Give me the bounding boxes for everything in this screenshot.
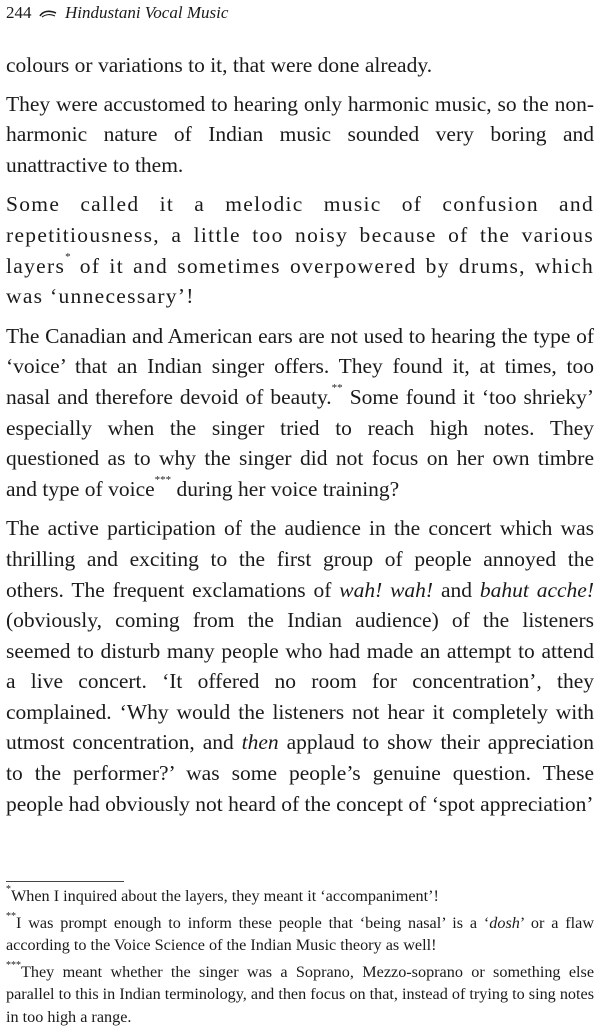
paragraph-text: The active participation of the audience in the concert which was thrilling and exciting to the first group of people annoyed the others. The frequent exclamations of <box>6 516 594 602</box>
paragraph <box>6 513 594 819</box>
paragraph-text: applaud to show their appreciation to the performer?’ was some people’s genuine question. These people had obviously not heard of the concept of ‘spot appreciation’ <box>6 730 594 816</box>
running-header <box>6 2 228 24</box>
paragraph-text: (obviously, coming from the Indian audience) of the listeners seemed to disturb many people who had made an attempt to attend a live concert. ‘It offered no room for concentration’, they complained. ‘Why would the listeners not hear it completely with utmost concentration, and <box>6 608 594 755</box>
paragraph-text: of it and sometimes overpowered by drums, which was ‘unnecessary’! <box>6 253 594 309</box>
footnote <box>6 961 594 1029</box>
paragraph <box>6 89 594 181</box>
footnote-marker: * <box>6 884 11 895</box>
paragraph-text: during her voice training? <box>171 476 400 501</box>
paragraph-text: and <box>433 577 480 602</box>
footnote-text: When I inquired about the layers, they meant it ‘accompaniment’! <box>11 887 439 905</box>
footnote-text: ’ or a flaw according to the Voice Science of the Indian Music theory as well! <box>6 913 595 955</box>
paragraph <box>6 50 594 81</box>
emphasis-text: bahut acche! <box>479 577 594 602</box>
footnote-text: I was prompt enough to inform these people that ‘being nasal’ is a ‘ <box>16 913 490 932</box>
footnote-marker: ** <box>6 910 16 922</box>
paragraph-text: Some found it ‘too shrieky’ especially when the singer tried to reach high notes. They questioned as to why the singer did not focus on her own timbre and type of voice <box>6 384 594 501</box>
emphasis-text: dosh <box>489 913 520 932</box>
footnote <box>6 912 594 957</box>
paragraph-text: The Canadian and American ears are not used to hearing the type of ‘voice’ that an Indian singer offers. They found it, at times, too nasal and therefore devoid of beauty. <box>6 323 594 409</box>
ornament-icon <box>39 9 57 19</box>
page-number: 244 <box>6 3 32 22</box>
footnotes <box>6 885 594 1033</box>
paragraph <box>6 189 594 311</box>
footnote-divider <box>6 881 124 882</box>
book-title: Hindustani Vocal Music <box>65 3 229 22</box>
footnote-marker: *** <box>6 959 21 971</box>
main-text <box>6 50 594 828</box>
paragraph-text: Some called it a melodic music of confusion and repetitiousness, a little too noisy because of the various layers <box>6 192 594 278</box>
paragraph <box>6 321 594 505</box>
emphasis-text: then <box>241 730 279 755</box>
footnote-mark: ** <box>331 381 343 394</box>
paragraph-text: colours or variations to it, that were done already. <box>6 53 433 77</box>
emphasis-text: wah! wah! <box>339 577 434 602</box>
footnote-mark: * <box>65 250 71 263</box>
footnote <box>6 885 594 908</box>
paragraph-text: They were accustomed to hearing only harmonic music, so the non-harmonic nature of Indian music sounded very boring and unattractive to them. <box>6 91 594 177</box>
footnote-text: They meant whether the singer was a Soprano, Mezzo-soprano or something else parallel to this in Indian terminology, and then focus on that, instead of trying to sing notes in too high a range. <box>6 962 594 1026</box>
footnote-mark: *** <box>154 473 172 486</box>
